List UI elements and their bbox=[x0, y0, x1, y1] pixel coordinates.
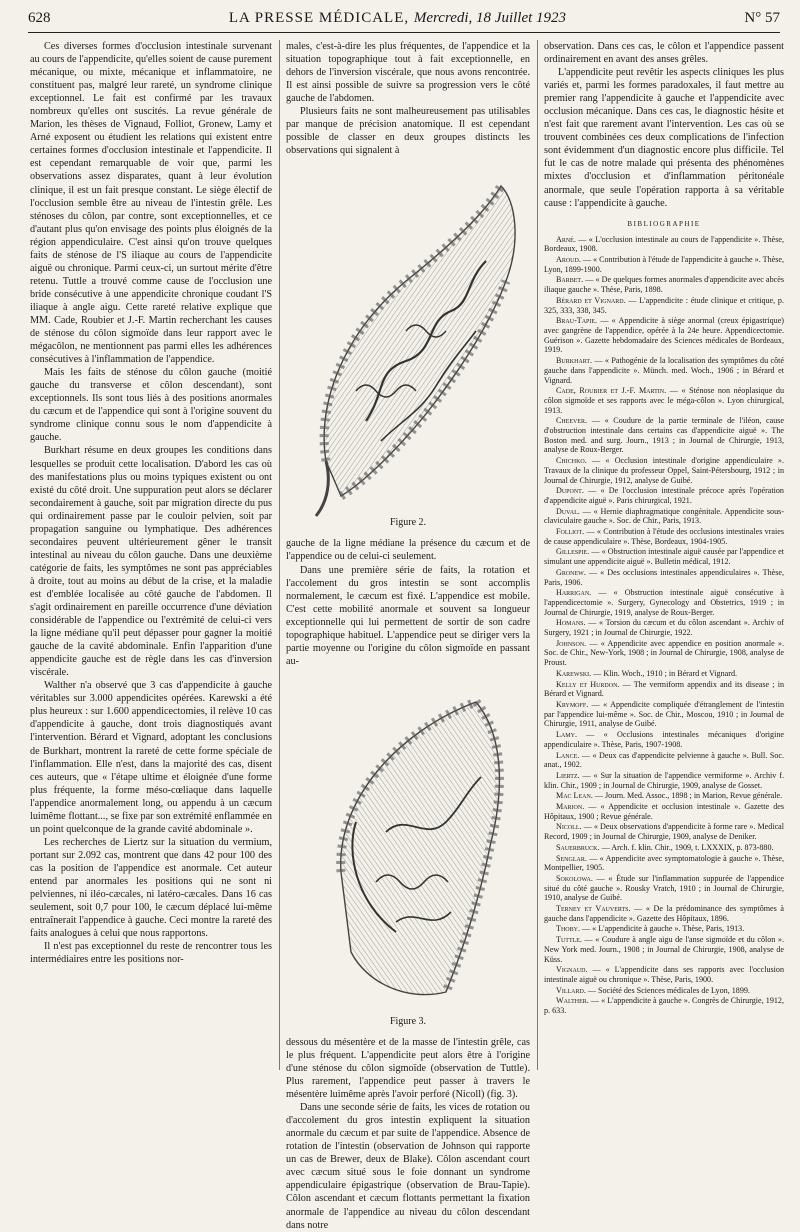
bibliography-entry bbox=[544, 386, 784, 415]
bibliography-reference: — « Appendicite à siège anormal (creux épigastrique) avec gangrène de l'appendice, opérée à la 24e heure. Appendicectomie. Guérison ». Gazette hebdomadaire des Sciences médicales de Bordeaux, 1919. bbox=[544, 316, 785, 355]
bibliography-reference: — « Appendicite compliquée d'étranglement de l'intestin par l'appendice lui-même ». Soc. de Chir., Moscou, 1910 ; in Journal de Chirurgie, 1911, analyse de Guibé. bbox=[544, 700, 784, 729]
bibliography-reference: — « Contribution à l'étude de l'appendicite à gauche ». Thèse, Lyon, 1899-1900. bbox=[544, 255, 784, 274]
bibliography-author: Sauerbruck. bbox=[556, 842, 602, 852]
bibliography-reference: — « Hernie diaphragmatique congénitale. Appendicite sous-claviculaire gauche ». Soc. de Chir., Paris, 1913. bbox=[544, 506, 784, 526]
bibliography-entry bbox=[544, 802, 784, 821]
bibliography-author: Walther. bbox=[556, 996, 591, 1006]
bibliography-author: Nicoll. bbox=[556, 822, 584, 832]
bibliography-reference: — « L'appendicite dans ses rapports avec l'occlusion intestinale aiguë ou chronique ». Thèse, Paris, 1900. bbox=[544, 965, 784, 984]
paragraph: Les recherches de Liertz sur la situation du vermium, portant sur 2.092 cas, montrent que dans 42 pour 100 des cas la position de l'appendice est anormale. Cet auteur entend par anormales les positions qui ne sont ni pelviennes, ni iléo-cæcales, ni latéro-cæcales. Dans 16 cas seulement, soit 0,7 pour 100, le cæcum déplacé lui-même entraînerait l'appendice à gauche. Ceci montre la rareté des faits analogues à celui que nous rapportons. bbox=[30, 836, 272, 940]
bibliography-author: Krymoff. bbox=[556, 700, 592, 709]
bibliography-author: Thoby. bbox=[556, 924, 582, 934]
issue-date: Mercredi, 18 Juillet 1923 bbox=[413, 10, 567, 26]
bibliography-entry bbox=[544, 700, 784, 729]
bibliography-author: Sokolowa. bbox=[556, 873, 597, 883]
paragraph: Dans une première série de faits, la rotation et l'accolement du gros intestin se sont accomplis normalement, le cæcum est fixé. L'appendice est mobile. C'est cette mobilité anormale et souvent sa longueur exceptionnelle qui lui permettent de sortir de son cadre topographique habituel. L'appendice peut se diriger vers la partie moyenne ou l'origine du côlon sigmoïde en passant au- bbox=[286, 564, 530, 667]
bibliography-entry bbox=[544, 275, 784, 294]
bibliography-entry bbox=[544, 771, 784, 790]
figure-3-illustration bbox=[286, 672, 530, 1032]
bibliography-author: Senglar. bbox=[556, 853, 590, 863]
bibliography-reference: — « Sténose non néoplasique du côlon sigmoïde et ses rapports avec le méga-côlon ». Lyon chirurgical, 1913. bbox=[544, 386, 784, 415]
bibliography-entry bbox=[544, 986, 784, 996]
bibliography-entry bbox=[544, 843, 784, 853]
column-right bbox=[544, 40, 784, 1070]
column-rule bbox=[279, 40, 280, 1070]
bibliography-entry bbox=[544, 486, 784, 505]
bibliography-entry bbox=[544, 547, 784, 566]
paragraph: observation. Dans ces cas, le côlon et l'appendice passent ordinairement en avant des anses grêles. bbox=[544, 41, 784, 66]
journal-name: LA PRESSE MÉDICALE, bbox=[228, 10, 410, 26]
bibliography-reference: — L'appendicite : étude clinique et critique, p. 325, 333, 338, 345. bbox=[544, 295, 784, 315]
bibliography-author: Duval. bbox=[556, 506, 583, 516]
bibliography-reference: — « Obstruction intestinale aiguë causée par l'appendice et simulant une appendicite aiguë ». Bulletin médical, 1912. bbox=[544, 547, 784, 567]
paragraph: dessous du mésentère et de la masse de l'intestin grêle, cas le plus fréquent. L'appendicite peut alors être à l'origine d'une sténose du côlon sigmoïde (observation de Tuttle). Plus rarement, l'appendice peut passer à travers le mésentère luimême après l'avoir perforé (Nicoll) (fig. 3). bbox=[286, 1036, 530, 1101]
bibliography-reference: — « Coudure de la partie terminale de l'iléon, cause d'obstruction intestinale dans certains cas d'appendicite aiguë ». The Boston med. and surg. Journ., 1913 ; in Journal de Chirurgie, 1913, analyse de Roux-Berger. bbox=[544, 416, 785, 455]
page-number: 628 bbox=[28, 10, 51, 26]
bibliography-entry bbox=[544, 356, 784, 385]
bibliography-list bbox=[544, 235, 784, 1016]
bibliography-entry bbox=[544, 669, 784, 679]
journal-title bbox=[229, 10, 566, 27]
figure-2-illustration bbox=[286, 161, 530, 533]
bibliography-entry bbox=[544, 904, 784, 923]
bibliography-author: Lamy. bbox=[556, 730, 587, 740]
bibliography-reference: — « Occlusion intestinale d'origine appendiculaire ». Travaux de la clinique du professeur Oppel, Saint-Pétersbourg, 1912 ; in Journal de Chirurgie, 1912, analyse de Guibé. bbox=[544, 456, 784, 485]
bibliography-author: Liertz. bbox=[556, 770, 583, 780]
bibliography-author: Brau-Tapie. bbox=[556, 316, 601, 326]
column-middle bbox=[286, 40, 530, 1231]
bibliography-reference: — « Pathogénie de la localisation des symptômes du côté gauche dans l'appendicite ». Münch. med. Woch., 1906 ; in Bérard et Vignard. bbox=[544, 356, 785, 385]
paragraph: Burkhart résume en deux groupes les conditions dans lesquelles se produit cette localisation. D'abord les cas où des manifestations plus ou moins typiques existent ou ont existé du côté droit. Une suppuration peut alors se déclarer secondairement à gauche, soit par migration directe du pus qui ordinairement passe par le couloir pelvien, soit par propagation sanguine ou lymphatique. Des adhérences secondaires peuvent ultérieurement gêner le transit intestinal au niveau du côlon gauche. Dans une deuxième catégorie de faits, les symptômes ne sont pas appréciables à droite, tout au moins au début de la crise, et la maladie est d'emblée localisée au côté gauche de l'abdomen. Il s'agit ordinairement en pareille occurrence d'une déviation considérable de l'appendice ou l'extrémité de celui-ci vers la ligne médiane qu'il peut dépasser pour gagner la moitié gauche de la cavité abdominale. Enfin l'apparition d'une appendicite gauche est de règle dans les cas d'inversion viscérale. bbox=[30, 445, 272, 679]
bibliography-author: Lance. bbox=[556, 750, 582, 760]
bibliography-entry bbox=[544, 316, 784, 355]
bibliography-reference: — « Étude sur l'inflammation suppurée de l'appendice situé du côté gauche ». Rousky Vratch, 1910 ; in Journal de Chirurgie, 1910, analyse de Guibé. bbox=[544, 873, 784, 903]
bibliography-entry bbox=[544, 568, 784, 587]
bibliography-reference: — « Appendicite avec appendice en position anormale ». Soc. de Chir., New-York, 1908 ; in Journal de Chirurgie, 1908, analyse de Proust. bbox=[544, 638, 784, 668]
paragraph: Mais les faits de sténose du côlon gauche (moitié gauche du transverse et côlon descendant), sont exceptionnels. Ils sont tous liés à des positions anormales du cæcum et de l'appendice qui sont à l'origine souvent du syndrome clinique connu sous le nom d'appendicite à gauche. bbox=[30, 367, 272, 444]
page-header bbox=[28, 10, 780, 33]
paragraph: Ces diverses formes d'occlusion intestinale survenant au cours de l'appendicite, qu'elles soient de cause purement mécanique, ou mixte, mécanique et inflammatoire, ne constituent pas, malgré leur rareté, un syndrome clinique exceptionnel. Le fait est confirmé par les travaux nombreux qu'elles ont suscités. La revue générale de Marion, les thèses de Vignaud, Folliot, Gronew, Lamy et Arné exposent ou étudient les relations qui existent entre certaines formes d'occlusion intestinale et l'appendicite. Il est cependant remarquable de voir que, parmi les observations assez disparates, quant à leur évolution clinique, il est un fait presque constant. Le siège électif de l'occlusion semble être au niveau de l'intestin grêle. Les sténoses du côlon, par contre, sont exceptionnelles, et ce d'autant plus qu'on envisage des points plus éloignés de la région appendiculaire. C'est ainsi qu'on trouve quelques faits de sténose de l'S iliaque au cours de l'appendicite aiguë ou chronique. Parmi ceux-ci, un surtout mérite d'être retenu. Tuttle a trouvé comme cause de l'occlusion une bride consécutive à une appendicite chronique coudant l'S iliaque à angle aigu. Cette rareté relative explique que MM. Cade, Roubier et J.-F. Martin recherchant les causes de sténose du côlon sigmoïde dans leur rapport avec le mégacôlon, ne mentionnent pas parmi elles les adhérences consécutives à l'inflammation de l'appendice. bbox=[30, 41, 272, 366]
bibliography-reference: — « Coudure à angle aigu de l'anse sigmoïde et du côlon ». New York med. Journ., 1908 ; in Journal de Chirurgie, 1908, analyse de Küss. bbox=[544, 935, 784, 964]
paragraph: L'appendicite peut revêtir les aspects cliniques les plus variés et, parmi les formes paradoxales, il faut mettre au premier rang l'appendicite à gauche et l'appendicite avec occlusion mécanique. Dans ces cas, le diagnostic hésite et n'est fait que rarement avant l'intervention. Les cas où se trouvent combinées ces deux complications de l'infection sont évidemment d'un diagnostic encore plus difficile. Tel fut le cas de notre malade qui présenta des phénomènes mixtes d'occlusion et d'inflammation péritonéale anormale, que seule l'opération rapporta à sa véritable cause : l'appendicite à gauche. bbox=[544, 67, 784, 209]
bibliography-reference: — « Obstruction intestinale aiguë consécutive à l'appendicectomie ». Surgery, Gynecology and Obstetrics, 1919 ; in Journal de Chirurgie, 1919, analyse de Roux-Berger. bbox=[544, 588, 784, 617]
bibliography-entry bbox=[544, 527, 784, 546]
bibliography-entry bbox=[544, 618, 784, 637]
bibliography-author: Dupont. bbox=[556, 486, 589, 496]
bibliography-author: Aroud. bbox=[556, 255, 583, 265]
bibliography-reference: — The vermiform appendix and its disease ; in Bérard et Vignard. bbox=[544, 679, 784, 699]
bibliography-reference: — « De l'occlusion intestinale précoce après l'opération d'appendicite aiguë ». Paris chirurgical, 1921. bbox=[544, 486, 784, 505]
paragraph: gauche de la ligne médiane la présence du cæcum et de l'appendice ou de celui-ci seulement. bbox=[286, 538, 530, 563]
bibliography-entry bbox=[544, 235, 784, 254]
bibliography-author: Barbet. bbox=[556, 275, 586, 285]
bibliography-entry bbox=[544, 507, 784, 526]
figure-2 bbox=[286, 161, 530, 533]
bibliography-reference: — Société des Sciences médicales de Lyon, 1899. bbox=[587, 985, 750, 995]
bibliography-reference: — « Deux observations d'appendicite à forme rare ». Medical Record, 1909 ; in Journal de Chirurgie, 1909, analyse de Deniker. bbox=[544, 822, 784, 842]
paragraph: Dans une seconde série de faits, les vices de rotation ou d'accolement du gros intestin expliquent la situation anormale du cæcum et par suite de l'appendice. Absence de rotation de l'intestin (observation de Johnson qui rapporte un cas de Brewer, deux de Blake). Côlon ascendant court avec cæcum situé sous le foie donnant un syndrome appendiculaire épigastrique (observation de Brau-Tapie). Côlon ascendant et cæcum flottants permettant la fixation anormale de l'appendice au niveau du côlon descendant dans notre bbox=[286, 1102, 530, 1231]
bibliography-author: Burkhart. bbox=[556, 356, 595, 366]
bibliography-author: Gillespie. bbox=[556, 547, 592, 557]
bibliography-entry bbox=[544, 456, 784, 485]
bibliography-reference: — Arch. f. klin. Chir., 1909, t. LXXXIX, p. 873-880. bbox=[601, 842, 774, 852]
bibliography-entry bbox=[544, 791, 784, 801]
bibliography-entry bbox=[544, 296, 784, 315]
bibliography-author: Arné. bbox=[556, 234, 579, 244]
bibliography-reference: — « L'occlusion intestinale au cours de l'appendicite ». Thèse, Bordeaux, 1908. bbox=[544, 234, 784, 254]
bibliography-entry bbox=[544, 751, 784, 770]
bibliography-entry bbox=[544, 588, 784, 617]
bibliography-author: Karewski. bbox=[556, 668, 594, 678]
bibliography-entry bbox=[544, 416, 784, 455]
bibliography-author: Marion. bbox=[556, 802, 589, 812]
bibliography-reference: — « Appendicite avec symptomatologie à gauche ». Thèse, Montpellier, 1905. bbox=[544, 853, 784, 873]
bibliography-reference: — « L'appendicite à gauche ». Thèse, Paris, 1913. bbox=[582, 924, 745, 934]
bibliography-reference: — « Sur la situation de l'appendice vermiforme ». Archiv f. klin. Chir., 1909 ; in Journal de Chirurgie, 1909, analyse de Gosset. bbox=[544, 770, 784, 790]
bibliography-reference: — « Appendicite et occlusion intestinale ». Gazette des Hôpitaux, 1900 ; Revue générale. bbox=[544, 802, 784, 821]
bibliography-author: Vignaud. bbox=[556, 965, 593, 975]
bibliography-entry bbox=[544, 255, 784, 274]
bibliography-author: Terney et Vauverts. bbox=[556, 904, 635, 914]
bibliography-entry bbox=[544, 854, 784, 873]
bibliography-entry bbox=[544, 924, 784, 934]
bibliography-entry bbox=[544, 935, 784, 964]
bibliography-author: Folliot. bbox=[556, 527, 587, 537]
bibliography-reference: — « Occlusions intestinales mécaniques d'origine appendiculaire ». Thèse, Paris, 1907-1908. bbox=[544, 730, 784, 749]
figure-2-caption: Figure 2. bbox=[389, 517, 427, 529]
bibliography-author: Cheever. bbox=[556, 416, 592, 426]
paragraph: Plusieurs faits ne sont malheureusement pas utilisables par manque de précision anatomique. Il est cependant possible de classer en deux groupes distincts les observations qui signalent à bbox=[286, 106, 530, 157]
bibliography-author: Mac Lean. bbox=[556, 791, 595, 801]
bibliography-reference: — « L'appendicite à gauche ». Congrès de Chirurgie, 1912, p. 633. bbox=[544, 996, 784, 1016]
bibliography-reference: — « Torsion du cæcum et du côlon ascendant ». Archiv of Surgery, 1921 ; in Journal de Chirurgie, 1922. bbox=[544, 618, 784, 638]
figure-3 bbox=[286, 672, 530, 1032]
bibliography-author: Bérard et Vignard. bbox=[556, 295, 629, 305]
bibliography-entry bbox=[544, 680, 784, 699]
column-left bbox=[30, 40, 272, 1070]
bibliography-author: Chichko. bbox=[556, 456, 593, 466]
paragraph: males, c'est-à-dire les plus fréquentes, de l'appendice et la situation topographique tout à fait exceptionnelle, en dehors de l'inversion viscérale, que nous avons rencontrée. Il est ainsi possible de suivre sa progression vers le côté gauche de l'abdomen. bbox=[286, 41, 530, 105]
bibliography-author: Harrigan. bbox=[556, 588, 599, 598]
bibliography-reference: — « Des occlusions intestinales appendiculaires ». Thèse, Paris, 1906. bbox=[544, 567, 784, 587]
bibliography-entry bbox=[544, 639, 784, 668]
bibliography-author: Kelly et Hurdon. bbox=[556, 679, 623, 689]
bibliography-reference: — « Contribution à l'étude des occlusions intestinales vraies de cause appendiculaire ». Thèse, Bordeaux, 1904-1905. bbox=[544, 527, 784, 546]
bibliography-reference: — « De quelques formes anormales d'appendicite avec abcès iliaque gauche ». Thèse, Paris, 1898. bbox=[544, 275, 784, 295]
bibliography-author: Cade, Roubier et J.-F. Martin. bbox=[556, 386, 670, 396]
bibliography-author: Villard. bbox=[556, 985, 588, 995]
bibliography-entry bbox=[544, 996, 784, 1015]
bibliography-reference: — « Deux cas d'appendicite pelvienne à gauche ». Bull. Soc. anat., 1902. bbox=[544, 750, 784, 770]
bibliography-author: Homans. bbox=[556, 618, 589, 628]
column-rule bbox=[537, 40, 538, 1070]
bibliography-entry bbox=[544, 965, 784, 984]
bibliography-author: Tuttle. bbox=[556, 935, 585, 945]
bibliography-entry bbox=[544, 822, 784, 841]
bibliography-author: Johnson. bbox=[556, 638, 590, 648]
paragraph: Walther n'a observé que 3 cas d'appendicite à gauche véritables sur 3.000 appendicites opérées. Karewski a été plus heureux : sur 1.600 appendicectomies, il relève 10 cas d'appendicite à gauche, dont trois diagnostiqués avant l'intervention. Bérard et Vignard, adoptant les conclusions de Burkhart, montrent la rareté de cette forme spéciale de l'inflammation. Elle n'est, dans la majorité des cas, disent ces auteurs, que « l'étape ultime et éloignée d'une forme plus fréquente, la forme méso-cœliaque dans laquelle l'appendice anormalement long, ou appendu à un cæcum luimême flottant..., se fixe par son extrémité enflammée en un point quelconque de la grande cavité abdominale ». bbox=[30, 680, 272, 835]
issue-number: N° 57 bbox=[744, 10, 780, 26]
bibliography-reference: — Klin. Woch., 1910 ; in Bérard et Vignard. bbox=[593, 668, 738, 678]
paragraph: Il n'est pas exceptionnel du reste de rencontrer tous les intermédiaires entre les positions nor- bbox=[30, 941, 272, 966]
figure-3-caption: Figure 3. bbox=[389, 1015, 427, 1027]
bibliography-entry bbox=[544, 874, 784, 903]
bibliography-entry bbox=[544, 730, 784, 749]
bibliography-author: Gronew. bbox=[556, 567, 589, 577]
bibliography-reference: — Journ. Med. Assoc., 1898 ; in Marion, Revue générale. bbox=[594, 791, 783, 801]
bibliography-reference: — « De la prédominance des symptômes à gauche dans l'appendicite ». Gazette des Hôpitaux, 1896. bbox=[544, 904, 784, 923]
bibliography-heading: BIBLIOGRAPHIE bbox=[627, 219, 701, 228]
